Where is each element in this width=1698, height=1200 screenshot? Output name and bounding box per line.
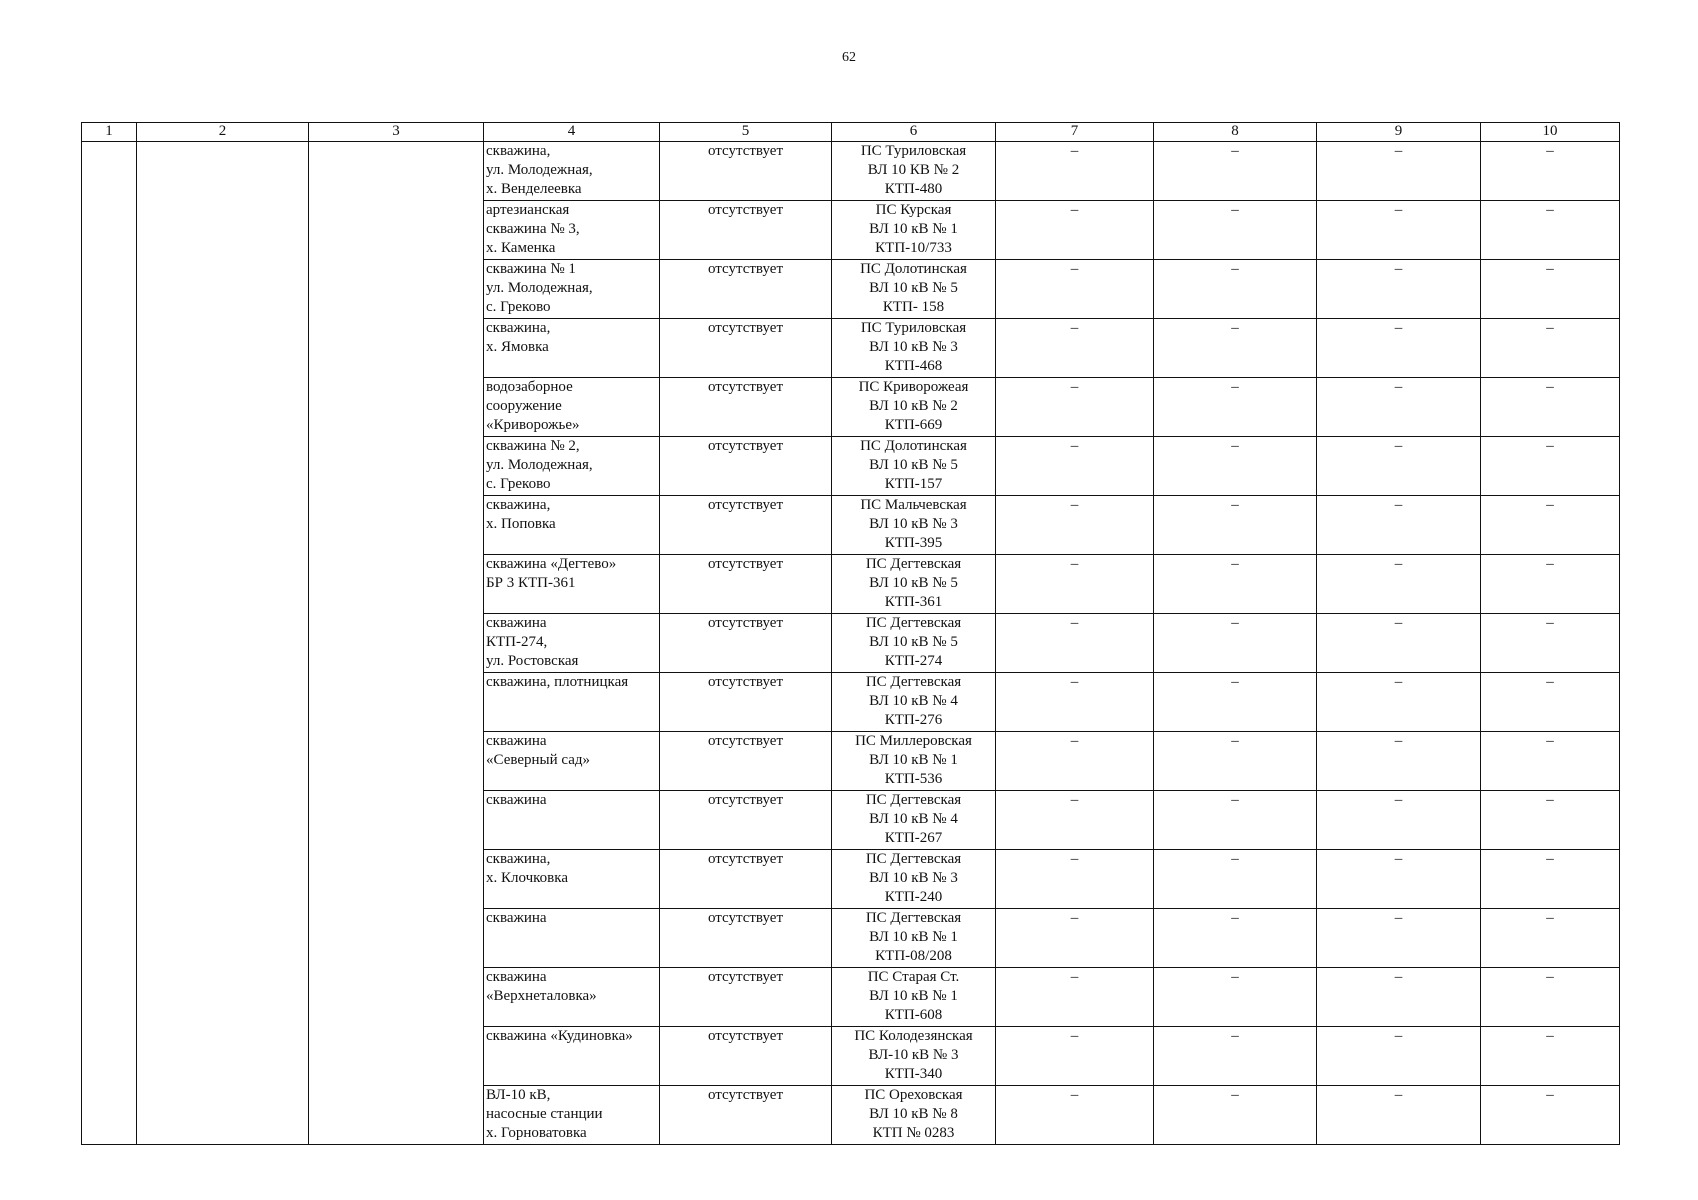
cell-col-4: скважина, х. Клочковка xyxy=(484,850,660,909)
cell-col-5: отсутствует xyxy=(660,555,832,614)
cell-col-7: – xyxy=(996,791,1154,850)
cell-col-1 xyxy=(82,142,137,1145)
cell-col-7: – xyxy=(996,614,1154,673)
cell-col-4: скважина «Верхнеталовка» xyxy=(484,968,660,1027)
cell-col-9: – xyxy=(1317,201,1481,260)
cell-col-9: – xyxy=(1317,1027,1481,1086)
page-number: 62 xyxy=(842,50,856,65)
cell-col-8: – xyxy=(1154,968,1317,1027)
cell-col-8: – xyxy=(1154,732,1317,791)
cell-col-4: скважина «Кудиновка» xyxy=(484,1027,660,1086)
cell-col-9: – xyxy=(1317,614,1481,673)
cell-col-6: ПС Курская ВЛ 10 кВ № 1 КТП-10/733 xyxy=(832,201,996,260)
cell-col-10: – xyxy=(1481,850,1620,909)
cell-col-7: – xyxy=(996,850,1154,909)
cell-col-10: – xyxy=(1481,201,1620,260)
cell-col-6: ПС Туриловская ВЛ 10 кВ № 3 КТП-468 xyxy=(832,319,996,378)
cell-col-8: – xyxy=(1154,791,1317,850)
cell-col-9: – xyxy=(1317,555,1481,614)
cell-col-6: ПС Дегтевская ВЛ 10 кВ № 4 КТП-267 xyxy=(832,791,996,850)
cell-col-10: – xyxy=(1481,1027,1620,1086)
cell-col-10: – xyxy=(1481,614,1620,673)
cell-col-4: скважина «Северный сад» xyxy=(484,732,660,791)
cell-col-9: – xyxy=(1317,437,1481,496)
table-body xyxy=(82,142,1620,1145)
cell-col-5: отсутствует xyxy=(660,496,832,555)
cell-col-4: скважина «Дегтево» БР 3 КТП-361 xyxy=(484,555,660,614)
cell-col-10: – xyxy=(1481,319,1620,378)
cell-col-6: ПС Дегтевская ВЛ 10 кВ № 1 КТП-08/208 xyxy=(832,909,996,968)
cell-col-8: – xyxy=(1154,142,1317,201)
cell-col-10: – xyxy=(1481,378,1620,437)
cell-col-9: – xyxy=(1317,968,1481,1027)
cell-col-10: – xyxy=(1481,437,1620,496)
cell-col-8: – xyxy=(1154,496,1317,555)
cell-col-6: ПС Мальчевская ВЛ 10 кВ № 3 КТП-395 xyxy=(832,496,996,555)
cell-col-9: – xyxy=(1317,1086,1481,1145)
cell-col-8: – xyxy=(1154,1027,1317,1086)
cell-col-7: – xyxy=(996,319,1154,378)
cell-col-4: скважина, х. Поповка xyxy=(484,496,660,555)
cell-col-7: – xyxy=(996,968,1154,1027)
column-header-4: 4 xyxy=(484,123,660,142)
cell-col-8: – xyxy=(1154,1086,1317,1145)
cell-col-6: ПС Криворожеая ВЛ 10 кВ № 2 КТП-669 xyxy=(832,378,996,437)
cell-col-5: отсутствует xyxy=(660,260,832,319)
cell-col-7: – xyxy=(996,1086,1154,1145)
cell-col-8: – xyxy=(1154,909,1317,968)
cell-col-10: – xyxy=(1481,673,1620,732)
header-row xyxy=(82,123,1620,142)
cell-col-9: – xyxy=(1317,732,1481,791)
cell-col-7: – xyxy=(996,142,1154,201)
column-header-9: 9 xyxy=(1317,123,1481,142)
cell-col-6: ПС Дегтевская ВЛ 10 кВ № 5 КТП-274 xyxy=(832,614,996,673)
cell-col-9: – xyxy=(1317,378,1481,437)
cell-col-5: отсутствует xyxy=(660,614,832,673)
cell-col-6: ПС Дегтевская ВЛ 10 кВ № 5 КТП-361 xyxy=(832,555,996,614)
cell-col-5: отсутствует xyxy=(660,201,832,260)
cell-col-8: – xyxy=(1154,850,1317,909)
column-header-2: 2 xyxy=(137,123,309,142)
cell-col-10: – xyxy=(1481,968,1620,1027)
cell-col-5: отсутствует xyxy=(660,319,832,378)
cell-col-8: – xyxy=(1154,319,1317,378)
cell-col-6: ПС Дегтевская ВЛ 10 кВ № 3 КТП-240 xyxy=(832,850,996,909)
cell-col-2 xyxy=(137,142,309,1145)
cell-col-9: – xyxy=(1317,319,1481,378)
cell-col-5: отсутствует xyxy=(660,850,832,909)
cell-col-5: отсутствует xyxy=(660,791,832,850)
cell-col-10: – xyxy=(1481,260,1620,319)
cell-col-8: – xyxy=(1154,378,1317,437)
cell-col-5: отсутствует xyxy=(660,673,832,732)
cell-col-9: – xyxy=(1317,909,1481,968)
cell-col-4: ВЛ-10 кВ, насосные станции х. Горноватовка xyxy=(484,1086,660,1145)
cell-col-4: артезианская скважина № 3, х. Каменка xyxy=(484,201,660,260)
cell-col-9: – xyxy=(1317,496,1481,555)
cell-col-6: ПС Дегтевская ВЛ 10 кВ № 4 КТП-276 xyxy=(832,673,996,732)
cell-col-7: – xyxy=(996,260,1154,319)
cell-col-5: отсутствует xyxy=(660,1027,832,1086)
cell-col-9: – xyxy=(1317,850,1481,909)
cell-col-8: – xyxy=(1154,614,1317,673)
cell-col-7: – xyxy=(996,201,1154,260)
cell-col-10: – xyxy=(1481,909,1620,968)
cell-col-7: – xyxy=(996,673,1154,732)
cell-col-7: – xyxy=(996,732,1154,791)
cell-col-10: – xyxy=(1481,142,1620,201)
cell-col-7: – xyxy=(996,555,1154,614)
cell-col-6: ПС Долотинская ВЛ 10 кВ № 5 КТП- 158 xyxy=(832,260,996,319)
cell-col-6: ПС Старая Ст. ВЛ 10 кВ № 1 КТП-608 xyxy=(832,968,996,1027)
column-header-1: 1 xyxy=(82,123,137,142)
cell-col-4: скважина xyxy=(484,909,660,968)
cell-col-4: скважина, ул. Молодежная, х. Венделеевка xyxy=(484,142,660,201)
cell-col-5: отсутствует xyxy=(660,437,832,496)
cell-col-9: – xyxy=(1317,673,1481,732)
cell-col-9: – xyxy=(1317,791,1481,850)
column-header-10: 10 xyxy=(1481,123,1620,142)
cell-col-7: – xyxy=(996,909,1154,968)
cell-col-7: – xyxy=(996,437,1154,496)
cell-col-7: – xyxy=(996,1027,1154,1086)
cell-col-9: – xyxy=(1317,142,1481,201)
cell-col-7: – xyxy=(996,496,1154,555)
cell-col-6: ПС Ореховская ВЛ 10 кВ № 8 КТП № 0283 xyxy=(832,1086,996,1145)
cell-col-8: – xyxy=(1154,437,1317,496)
cell-col-5: отсутствует xyxy=(660,1086,832,1145)
table-row xyxy=(82,142,1620,201)
column-header-5: 5 xyxy=(660,123,832,142)
cell-col-5: отсутствует xyxy=(660,142,832,201)
cell-col-4: скважина № 2, ул. Молодежная, с. Греково xyxy=(484,437,660,496)
column-header-3: 3 xyxy=(309,123,484,142)
cell-col-9: – xyxy=(1317,260,1481,319)
cell-col-6: ПС Колодезянская ВЛ-10 кВ № 3 КТП-340 xyxy=(832,1027,996,1086)
cell-col-8: – xyxy=(1154,673,1317,732)
cell-col-3 xyxy=(309,142,484,1145)
cell-col-10: – xyxy=(1481,1086,1620,1145)
cell-col-5: отсутствует xyxy=(660,909,832,968)
cell-col-4: скважина, плотницкая xyxy=(484,673,660,732)
cell-col-6: ПС Туриловская ВЛ 10 КВ № 2 КТП-480 xyxy=(832,142,996,201)
column-header-7: 7 xyxy=(996,123,1154,142)
cell-col-10: – xyxy=(1481,732,1620,791)
cell-col-8: – xyxy=(1154,555,1317,614)
cell-col-10: – xyxy=(1481,555,1620,614)
cell-col-8: – xyxy=(1154,260,1317,319)
data-table xyxy=(81,122,1620,1145)
cell-col-4: скважина КТП-274, ул. Ростовская xyxy=(484,614,660,673)
column-header-8: 8 xyxy=(1154,123,1317,142)
cell-col-4: скважина, х. Ямовка xyxy=(484,319,660,378)
cell-col-4: водозаборное сооружение «Криворожье» xyxy=(484,378,660,437)
cell-col-5: отсутствует xyxy=(660,968,832,1027)
cell-col-4: скважина xyxy=(484,791,660,850)
cell-col-5: отсутствует xyxy=(660,732,832,791)
cell-col-8: – xyxy=(1154,201,1317,260)
cell-col-5: отсутствует xyxy=(660,378,832,437)
cell-col-10: – xyxy=(1481,496,1620,555)
cell-col-6: ПС Долотинская ВЛ 10 кВ № 5 КТП-157 xyxy=(832,437,996,496)
column-header-6: 6 xyxy=(832,123,996,142)
cell-col-10: – xyxy=(1481,791,1620,850)
cell-col-4: скважина № 1 ул. Молодежная, с. Греково xyxy=(484,260,660,319)
table-header xyxy=(82,123,1620,142)
cell-col-6: ПС Миллеровская ВЛ 10 кВ № 1 КТП-536 xyxy=(832,732,996,791)
cell-col-7: – xyxy=(996,378,1154,437)
